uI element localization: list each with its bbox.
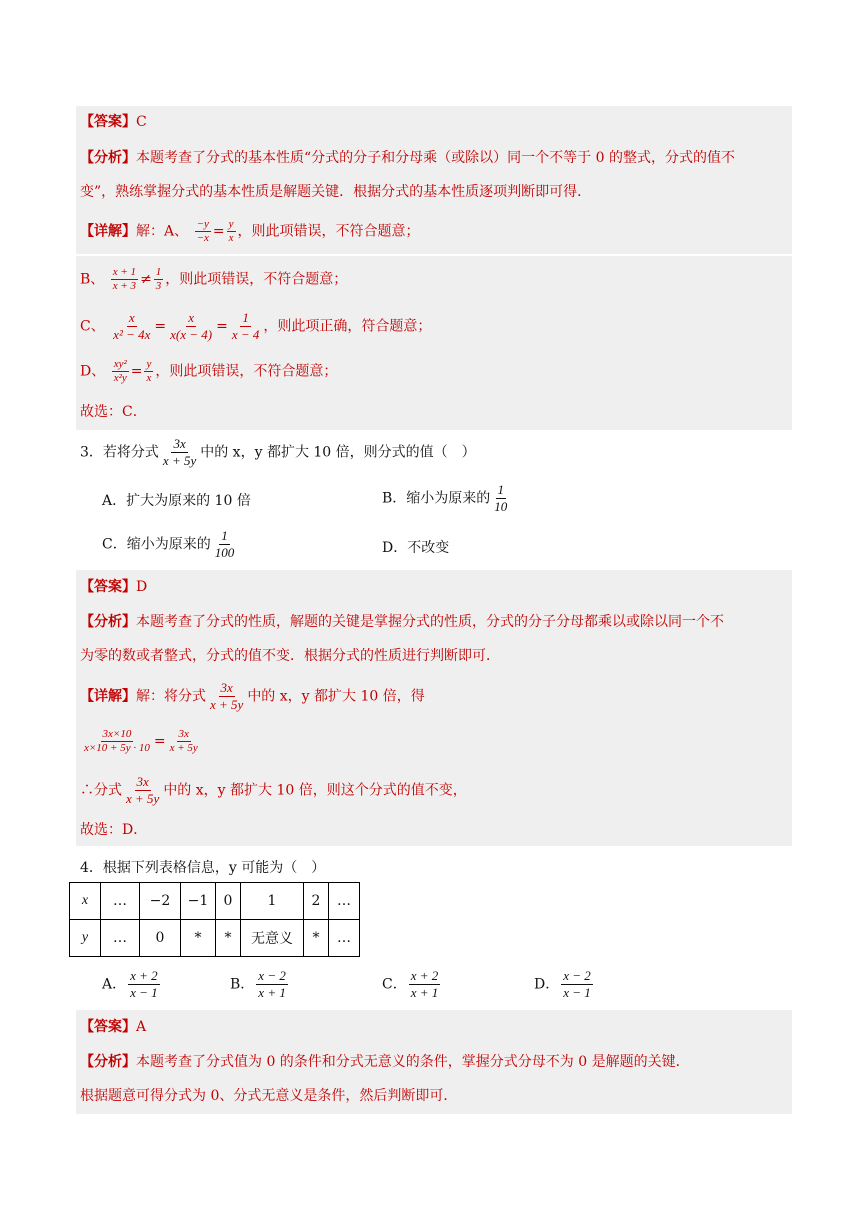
q4-option-b: B． $\frac{x - 2}{x + 1}$ [230,968,286,1000]
q4-answer: 【答案】A [80,1019,147,1035]
q3-analysis-1: 【分析】本题考查了分式的性质，解题的关键是掌握分式的性质，分式的分子分母都乘以或除以同一个不 [80,614,724,630]
q4-stem: 4．根据下列表格信息，y 可能为（ ） [80,860,326,876]
q2-detail-A: 【详解】解：A、 $\frac{-y}{-x}$ = $\frac{y}{x}$ ，则此项错误，不符合题意； [80,218,420,244]
q3-option-a: A．扩大为原来的 10 倍 [102,493,251,509]
fraction: $\frac{y}{x}$ [228,218,234,244]
q3-equation: $\frac{3x\times 10}{x\times 10 + 5y \cdot 10}$ = $\frac{3x}{x + 5y}$ [84,728,198,754]
q4-option-d: D． $\frac{x - 2}{x - 1}$ [534,968,591,1000]
fraction: $\frac{-y}{-x}$ [196,218,209,244]
q3-option-d: D．不改变 [382,540,450,556]
q2-analysis-2: 变”，熟练掌握分式的基本性质是解题关键．根据分式的基本性质逐项判断即可得． [80,184,592,200]
table-row: y … 0 * * 无意义 * … [70,920,360,957]
q3-conclusion: 故选：D． [80,822,148,838]
q4-analysis-2: 根据题意可得分式为 0、分式无意义是条件，然后判断即可． [80,1088,458,1104]
q4-value-table [69,882,360,957]
q2-detail-D: D、 $\frac{\text{xy²}}{\text{x²y}}$ = $\frac{y}{x}$ ，则此项错误，不符合题意； [80,358,338,384]
q2-analysis-1: 【分析】本题考查了分式的基本性质“分式的分子和分母乘（或除以）同一个不等于 0 的整式，分式的值不 [80,150,735,166]
q3-stem: 3．若将分式 $\frac{3x}{x + 5y}$ 中的 x，y 都扩大 10 倍，则分式的值（ ） [80,436,476,468]
q3-option-c: C．缩小为原来的 $\frac{1}{100}$ [102,528,235,560]
q4-option-a: A． $\frac{x + 2}{x - 1}$ [102,968,158,1000]
q2-detail-B: B、 $\frac{x + 1}{x + 3}$ ≠ $\frac{1}{3}$ ，则此项错误，不符合题意； [80,266,348,292]
q3-answer: 【答案】D [80,579,148,595]
q4-analysis-1: 【分析】本题考查了分式值为 0 的条件和分式无意义的条件，掌握分式分母不为 0 是解题的关键． [80,1054,690,1070]
q3-option-b: B．缩小为原来的 $\frac{1}{10}$ [382,482,508,514]
q3-analysis-2: 为零的数或者整式，分式的值不变．根据分式的性质进行判断即可． [80,648,500,664]
q2-answer: 【答案】C [80,114,147,130]
q3-detail: 【详解】解：将分式 $\frac{3x}{x + 5y}$ 中的 x，y 都扩大 10 倍，得 [80,680,425,712]
q2-detail-C: C、 $\frac{x}{\text{x² − 4x}}$ = $\frac{x}{x(x - 4)}$ = $\frac{1}{x - 4}$ ，则此项正确，符合题意； [80,310,432,342]
q2-conclusion: 故选：C． [80,404,147,420]
table-row: x … −2 −1 0 1 2 … [70,883,360,920]
q4-option-c: C． $\frac{x + 2}{x + 1}$ [382,968,439,1000]
q3-therefore: ∴分式 $\frac{3x}{x + 5y}$ 中的 x，y 都扩大 10 倍，则这个分式的值不变， [80,774,467,806]
